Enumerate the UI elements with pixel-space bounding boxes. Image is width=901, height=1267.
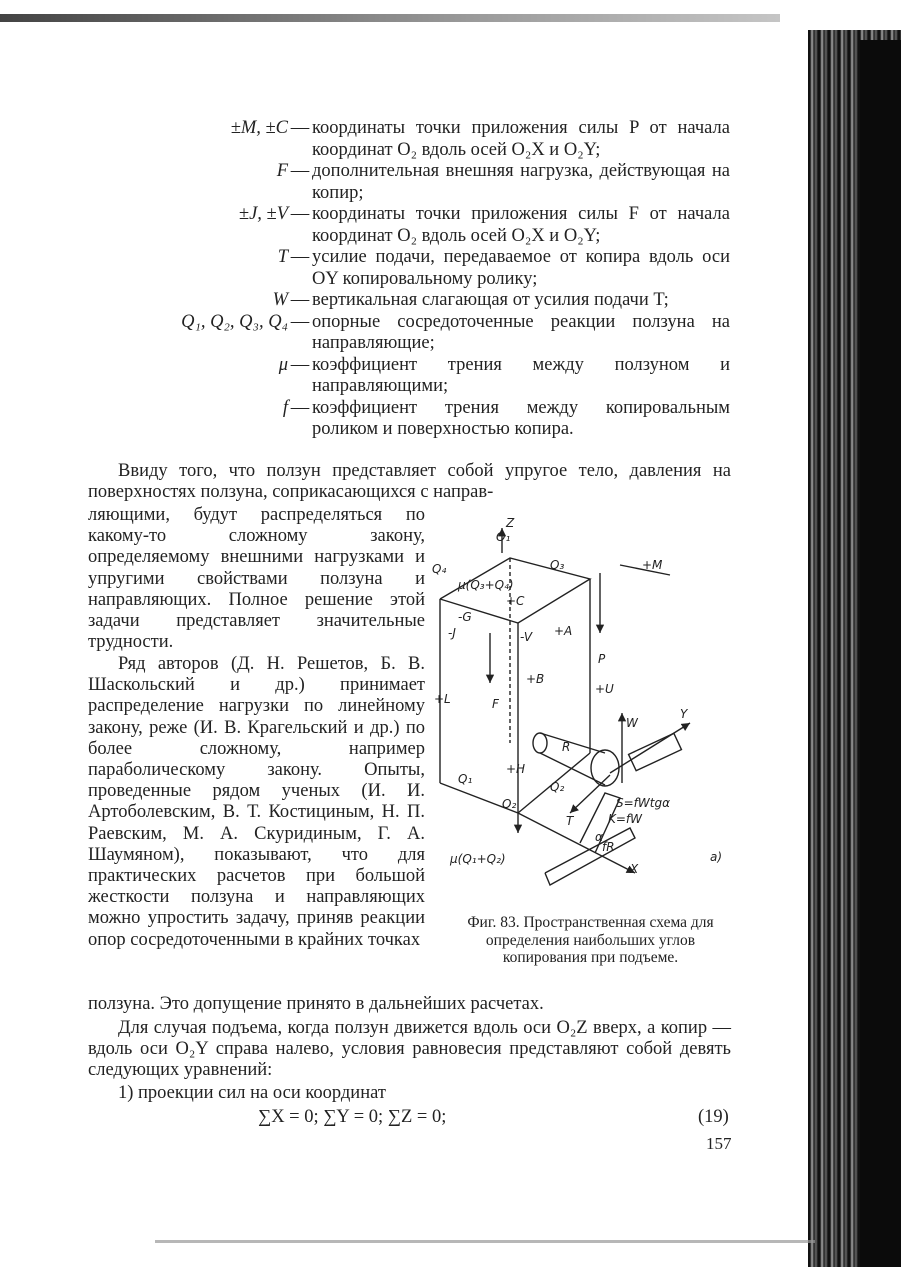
- definition-symbol: T: [277, 247, 288, 267]
- label-plus-l: +L: [434, 692, 451, 706]
- label-q2: Q₂: [550, 780, 565, 794]
- definition-symbol: ±M, ±C: [230, 118, 288, 138]
- definition-text: координаты точки приложения силы P от начала координат O₂ вдоль осей O₂X и O₂Y;: [312, 118, 730, 160]
- label-o2: O₂: [502, 797, 517, 811]
- equation: ∑X = 0; ∑Y = 0; ∑Z = 0;: [258, 1107, 447, 1127]
- label-minus-j: -J: [448, 626, 456, 640]
- definition-row: [110, 118, 730, 161]
- label-plus-c: +C: [506, 594, 525, 608]
- definition-symbol: f: [282, 397, 288, 418]
- definition-symbol: F: [276, 161, 288, 181]
- definition-row: [110, 161, 730, 204]
- paragraph-intro: Ввиду того, что ползун представляет собой упругое тело, давления на поверхностях ползуна, соприкасающихся с направ-: [88, 461, 731, 503]
- definition-row: [110, 290, 730, 312]
- shaft-end: [533, 733, 547, 753]
- definition-dash: —: [290, 290, 310, 310]
- label-k-fw: K=fW: [608, 812, 643, 826]
- figure-caption: Фиг. 83. Пространственная схема для определения наибольших углов копирования при подъеме.: [467, 914, 714, 966]
- label-a-paren: a): [710, 850, 723, 864]
- definition-row: [110, 247, 730, 290]
- label-f: F: [492, 697, 499, 711]
- label-p: P: [598, 652, 606, 666]
- paragraph-authors: Ряд авторов (Д. Н. Решетов, Б. В. Шаскольский и др.) принимает распределение нагрузки по линейному закону, реже (И. В. Крагельский и др.) по более сложному, например параболическому закону. Опыты, проведенные рядом ученых (И. И. Артоболевским, В. Т. Костициным, Н. П. Раевским, М. А. Скуридиным, Г. А. Шаумяном), показывают, что для практических расчетов при большой жесткости ползуна и направляющих можно упростить задачу, приняв реакции опор сосредоточенными в крайних точках: [88, 654, 425, 950]
- scan-bottom-line: [155, 1240, 815, 1243]
- definition-symbol: ±J, ±V: [238, 204, 288, 224]
- scan-right-shadow: [860, 40, 901, 1267]
- label-o1: O₁: [496, 530, 511, 544]
- definition-text: усилие подачи, передаваемое от копира вдоль оси OY копировальному ролику;: [312, 247, 730, 289]
- definition-row: [110, 312, 730, 355]
- definition-dash: —: [290, 311, 310, 332]
- equation-number: (19): [698, 1107, 729, 1127]
- label-r: R: [562, 740, 571, 754]
- definition-row: [110, 398, 730, 441]
- label-plus-a: +A: [554, 624, 573, 638]
- definitions-list: [110, 118, 730, 441]
- definition-dash: —: [290, 118, 310, 138]
- definition-text: коэффициент трения между ползуном и направляющими;: [312, 354, 730, 396]
- copier-bar: [629, 733, 682, 770]
- label-s-fwtg: S=fWtgα: [616, 796, 670, 810]
- definition-row: [110, 204, 730, 247]
- label-plus-m: +M: [642, 558, 663, 572]
- label-mu-q3q4: μ(Q₃+Q₄): [458, 578, 514, 592]
- figure-83-diagram: [430, 513, 740, 910]
- paragraph-intro-continuation: ляющими, будут распределяться по какому-то сложному закону, определяемому внешними нагрузками и упругими свойствами ползуна и направляющих. Полное решение этой задачи представляет значительные трудности.: [88, 505, 425, 653]
- definition-dash: —: [290, 161, 310, 181]
- label-plus-h: +H: [506, 762, 526, 776]
- definition-dash: —: [290, 397, 310, 418]
- label-minus-v: -V: [520, 630, 533, 644]
- base-plate: [545, 828, 635, 885]
- roller-shaft: [540, 733, 605, 753]
- definition-row: [110, 355, 730, 398]
- definition-text: вертикальная слагающая от усилия подачи T;: [312, 290, 669, 310]
- label-mu-q1q2: μ(Q₁+Q₂): [450, 852, 506, 866]
- definition-symbol: W: [272, 290, 288, 310]
- definition-dash: —: [290, 354, 310, 375]
- label-q4: Q₄: [432, 562, 447, 576]
- definition-symbol: Q₁, Q₂, Q₃, Q₄: [181, 311, 288, 332]
- page-number: 157: [706, 1134, 732, 1153]
- label-z: Z: [506, 516, 515, 530]
- label-alpha: α: [595, 830, 603, 844]
- definition-text: координаты точки приложения силы F от начала координат O₂ вдоль осей O₂X и O₂Y;: [312, 204, 730, 246]
- label-w: W: [626, 716, 638, 730]
- label-minus-g: -G: [458, 610, 472, 624]
- label-plus-b: +B: [526, 672, 545, 686]
- label-fr: fR: [602, 840, 615, 854]
- label-plus-u: +U: [595, 682, 614, 696]
- definition-dash: —: [290, 204, 310, 224]
- definition-text: дополнительная внешняя нагрузка, действующая на копир;: [312, 161, 730, 203]
- paragraph-authors-continuation: ползуна. Это допущение принято в дальнейших расчетах.: [88, 994, 544, 1014]
- paragraph-projections: 1) проекции сил на оси координат: [118, 1083, 386, 1103]
- label-x: X: [630, 862, 639, 876]
- definition-symbol: μ: [278, 354, 288, 375]
- label-t: T: [566, 814, 574, 828]
- label-y: Y: [680, 707, 688, 721]
- label-q3: Q₃: [550, 558, 565, 572]
- definition-text: опорные сосредоточенные реакции ползуна на направляющие;: [312, 311, 730, 353]
- label-q1: Q₁: [458, 772, 473, 786]
- definition-text: коэффициент трения между копировальным роликом и поверхностью копира.: [312, 397, 730, 439]
- definition-dash: —: [290, 247, 310, 267]
- scan-top-edge: [0, 14, 780, 22]
- paragraph-lifting-case: Для случая подъема, когда ползун движется вдоль оси O₂Z вверх, а копир — вдоль оси O₂Y справа налево, условия равновесия представляют собой девять следующих уравнений:: [88, 1018, 731, 1081]
